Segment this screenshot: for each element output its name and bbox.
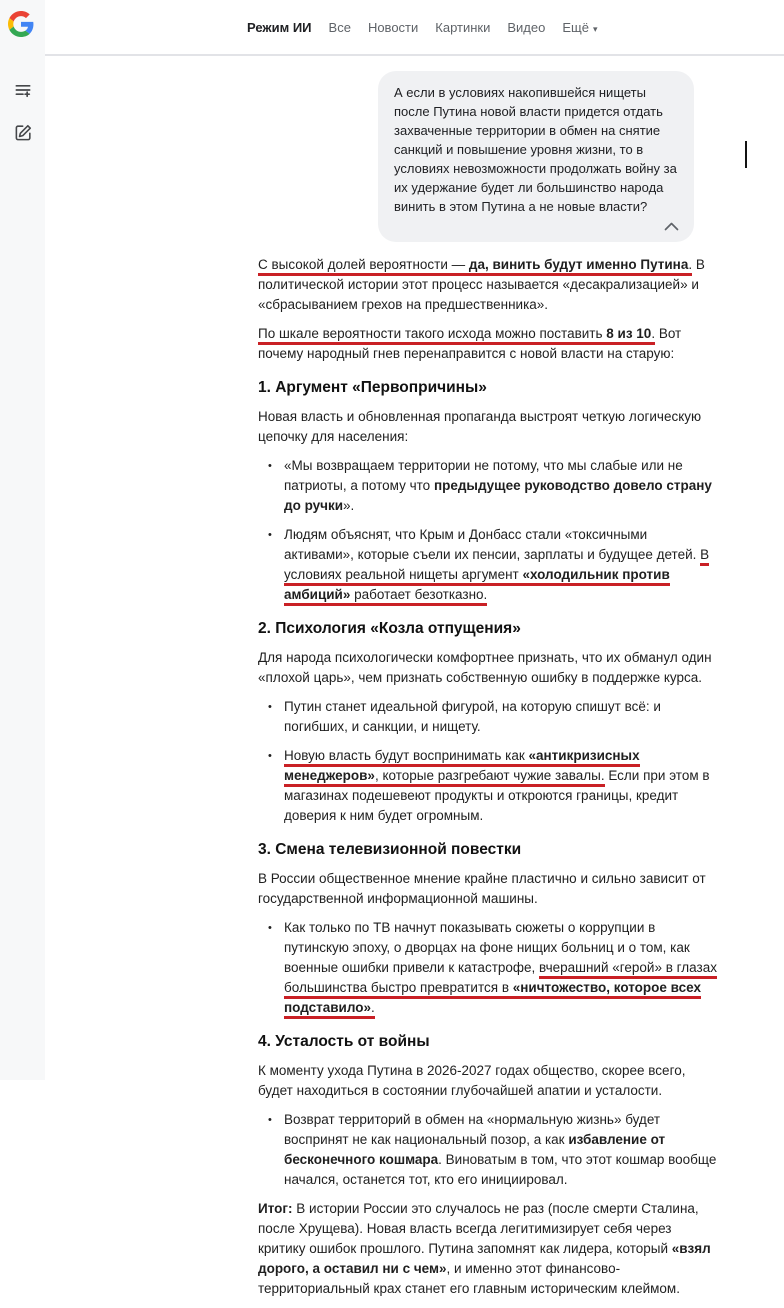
annotated-text: да, винить будут именно Путина: [469, 257, 688, 276]
bullet-list: [258, 697, 720, 826]
chevron-down-icon: ▾: [592, 23, 598, 34]
question-text: А если в условиях накопившейся нищеты после Путина новой власти придется отдать захваченные территории в обмен на снятие санкций и повышение уровня жизни, то в условиях невозможности продолжать войну за их удержание будет ли большинство народа винить в этом Путина а не новые власти?: [394, 85, 677, 214]
annotated-text: В условиях реальной нищеты аргумент: [284, 547, 709, 586]
list-item: [284, 1110, 720, 1190]
text-segment: ».: [343, 498, 355, 513]
text-segment: «Мы возвращаем территории не потому, что мы слабые или не патриоты, а потому что: [284, 458, 683, 493]
text-segment: Путин станет идеальной фигурой, на которую спишут всё: и погибших, и санкции, и нищету.: [284, 699, 661, 734]
text-segment: . Виноватым в том, что этот кошмар вообще начался, останется тот, кто его инициировал.: [284, 1152, 717, 1187]
text-segment: Людям объяснят, что Крым и Донбасс стали «токсичными активами», которые съели их пенсии, зарплаты и будущее детей.: [284, 527, 701, 562]
paragraph: [258, 255, 720, 315]
user-question-bubble: [378, 71, 694, 242]
annotated-text: С высокой долей вероятности —: [258, 257, 469, 276]
tab-more-label: Ещё: [562, 19, 589, 35]
bullet-list: [258, 456, 720, 605]
tab-images[interactable]: Картинки: [435, 19, 491, 35]
section-heading: 4. Усталость от войны: [258, 1033, 430, 1050]
new-chat-icon[interactable]: [11, 121, 35, 145]
text-segment: В истории России это случалось не раз (после смерти Сталина, после Хрущева). Новая власть всегда легитимизирует себя через критику ошибок прошлого. Путина запомнят как лидера, который: [258, 1201, 699, 1256]
tab-videos[interactable]: Видео: [507, 19, 546, 35]
section-heading: 2. Психология «Козла отпущения»: [258, 620, 521, 637]
paragraph: [258, 324, 720, 364]
tab-all[interactable]: Все: [328, 19, 351, 35]
search-tabs: [247, 0, 597, 54]
text-cursor: [745, 141, 747, 168]
annotated-text: «холодильник против амбиций»: [284, 567, 670, 606]
tab-ai-mode[interactable]: Режим ИИ: [247, 19, 312, 35]
text-segment: Итог:: [258, 1201, 293, 1216]
paragraph: [258, 1199, 720, 1299]
list-item: [284, 456, 720, 516]
list-item: [284, 918, 720, 1018]
annotated-text: «антикризисных менеджеров»: [284, 748, 640, 787]
paragraph: [258, 869, 720, 909]
annotated-text: , которые разгребают чужие завалы.: [375, 768, 605, 787]
user-turn: [258, 71, 694, 242]
annotated-text: Новую власть будут воспринимать как: [284, 748, 528, 767]
text-segment: Возврат территорий в обмен на «нормальную жизнь» будет воспринят не как национальный позор, а как: [284, 1112, 661, 1147]
bullet-list: [258, 1110, 720, 1190]
annotated-text: работает безотказно.: [350, 587, 487, 606]
conversation: [258, 56, 720, 1308]
text-segment: «взял дорого, а оставил ни с чем»: [258, 1241, 711, 1276]
list-item: [284, 525, 720, 605]
text-segment: Если при этом в магазинах подешевеют продукты и откроются границы, кредит доверия к ним будет огромным.: [284, 768, 710, 823]
annotated-text: 8 из 10: [606, 326, 651, 345]
annotated-text: вчерашний «герой» в глазах большинства быстро превратится в: [284, 960, 717, 999]
annotated-text: .: [688, 257, 692, 276]
tab-news[interactable]: Новости: [367, 19, 419, 35]
bullet-list: [258, 918, 720, 1018]
paragraph: [258, 1061, 720, 1101]
text-segment: Для народа психологически комфортнее признать, что их обманул один «плохой царь», чем признать собственную ошибку в поддержке курса.: [258, 650, 712, 685]
text-segment: К моменту ухода Путина в 2026-2027 годах общество, скорее всего, будет находиться в состоянии глубочайшей апатии и усталости.: [258, 1063, 686, 1098]
tab-more[interactable]: [562, 20, 597, 35]
annotated-text: По шкале вероятности такого исхода можно поставить: [258, 326, 606, 345]
left-sidebar: [0, 0, 45, 1080]
paragraph: [258, 407, 720, 447]
text-segment: Вот почему народный гнев перенаправится с новой власти на старую:: [258, 326, 682, 361]
chevron-up-icon[interactable]: [664, 222, 679, 231]
text-segment: Как только по ТВ начнут показывать сюжеты о коррупции в путинскую эпоху, о дворцах на фоне нищих больниц и о том, как военные ошибки привели к катастрофе,: [284, 920, 690, 975]
text-segment: В России общественное мнение крайне пластично и сильно зависит от государственной информационной машины.: [258, 871, 706, 906]
annotated-text: «ничтожество, которое всех подставило»: [284, 980, 701, 1019]
google-logo[interactable]: [8, 11, 34, 37]
text-segment: избавление от бесконечного кошмара: [284, 1132, 666, 1167]
paragraph: [258, 648, 720, 688]
annotated-text: .: [371, 1000, 375, 1019]
list-item: [284, 697, 720, 737]
list-item: [284, 746, 720, 826]
annotated-text: .: [651, 326, 655, 345]
text-segment: В политической истории этот процесс называется «десакрализацией» и «сбрасыванием грехов на предшественника».: [258, 257, 705, 312]
chat-history-icon[interactable]: [11, 78, 35, 102]
section-heading: 3. Смена телевизионной повестки: [258, 841, 522, 858]
section-heading: 1. Аргумент «Первопричины»: [258, 379, 487, 396]
text-segment: предыдущее руководство довело страну до ручки: [284, 478, 712, 513]
header: [45, 0, 784, 56]
text-segment: , и именно этот финансово-территориальный крах станет его главным историческим клеймом.: [258, 1261, 680, 1296]
answer-blocks: [258, 255, 720, 1299]
text-segment: Новая власть и обновленная пропаганда выстроят четкую логическую цепочку для населения:: [258, 409, 702, 444]
